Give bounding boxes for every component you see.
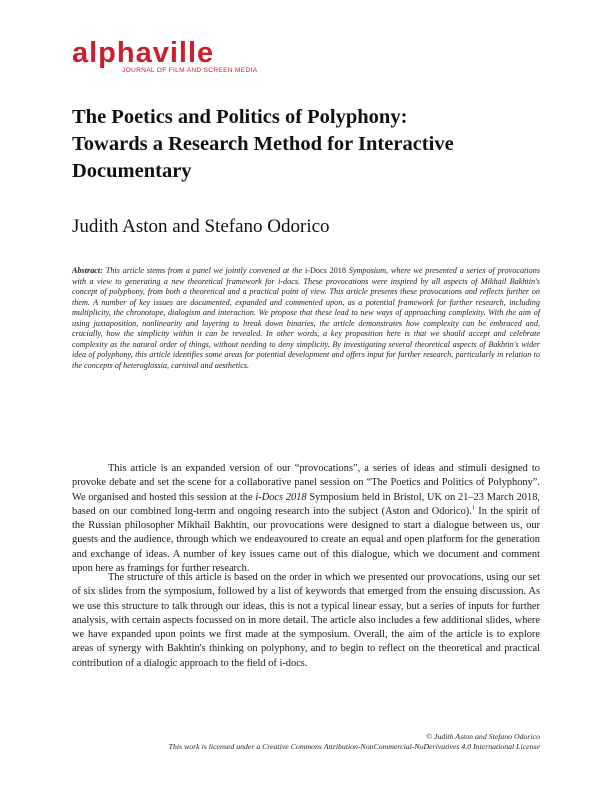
logo-subtitle: JOURNAL OF FILM AND SCREEN MEDIA	[122, 67, 258, 74]
abstract-event-name: i-Docs 2018	[304, 266, 346, 275]
footnote-marker[interactable]: 1	[471, 505, 475, 512]
paragraph-text: Symposium held in Bristol, UK on 21–23 March 2018, based on our combined long-term and ongoing research into the subject (Aston and Odorico).	[72, 491, 540, 517]
page-footer	[70, 732, 540, 752]
abstract-text: This article stems from a panel we jointly convened at the	[102, 266, 305, 275]
abstract-text: Symposium, where we presented a series of provocations with a view to generating a new theoretical framework for i-docs. These provocations were inspired by all aspects of Mikhail Bakhtin's concept of polyphony, from both a theoretical and a practical point of view. This article presents these provocations and reflects further on them. A number of key issues are documented, expanded and commented upon, as a potential framework for further research, including multiplicity, the chronotope, dialogism and interaction. We propose that these lead to new ways of approaching complexity. With the aim of using juxtaposition, nonlinearity and layering to break down binaries, the article demonstrates how complexity can be embraced and, crucially, how the simplicity within it can be revealed. In other words, a key proposition here is that we should accept and celebrate complexity as the natural order of things, without needing to deny simplicity. By investigating several theoretical aspects of Bakhtin's wider idea of polyphony, this article identifies some areas for potential development and offers input for further research, particularly in relation to the concepts of heteroglossia, carnival and aesthetics.	[72, 266, 541, 370]
journal-logo	[72, 38, 332, 80]
paragraph-text: In the spirit of the Russian philosopher Mikhail Bakhtin, our provocations were designed to start a dialogue between us, our guests and the audience, through which we endeavoured to create an equal and open platform for the generation and exchange of ideas. A number of key issues came out of this dialogue, which we document and comment upon here as framings for further research.	[72, 505, 540, 575]
event-name: i-Docs 2018	[255, 491, 307, 503]
paragraph-text: This article is an expanded version of our “provocations”, a series of ideas and stimuli designed to provoke debate and set the scene for a collaborative panel session on “The Poetics and Politics of Polyphony”. We organised and hosted this session at the	[72, 463, 540, 503]
article-authors: Judith Aston and Stefano Odorico	[72, 216, 330, 237]
license-notice: This work is licensed under a Creative Commons Attribution-NonCommercial-NoDerivatives 4.0 International License	[168, 742, 540, 751]
article-title	[72, 104, 542, 185]
body-paragraph-1	[72, 462, 540, 576]
title-line: Towards a Research Method for Interactive	[72, 133, 454, 155]
title-line: The Poetics and Politics of Polyphony:	[72, 106, 408, 128]
logo-wordmark: alphaville	[72, 37, 215, 69]
abstract-label: Abstract:	[72, 266, 103, 275]
body-paragraph-2: The structure of this article is based on the order in which we presented our provocations, using our set of six slides from the symposium, followed by a list of keywords that emerged from the ensuing discussion. As we use this structure to talk through our ideas, this is not a typical linear essay, but a series of inputs for further analysis, with certain aspects focussed on in more detail. The article also includes a few additional slides, where we have expanded upon points we first made at the symposium. Overall, the aim of the article is to explore areas of synergy with Bakhtin's thinking on polyphony, and to begin to reflect on the theoretical and practical contribution of a dialogic approach to the field of i-docs.	[72, 572, 540, 669]
title-line: Documentary	[72, 160, 192, 182]
abstract	[72, 266, 540, 371]
copyright-notice: © Judith Aston and Stefano Odorico	[426, 732, 540, 741]
